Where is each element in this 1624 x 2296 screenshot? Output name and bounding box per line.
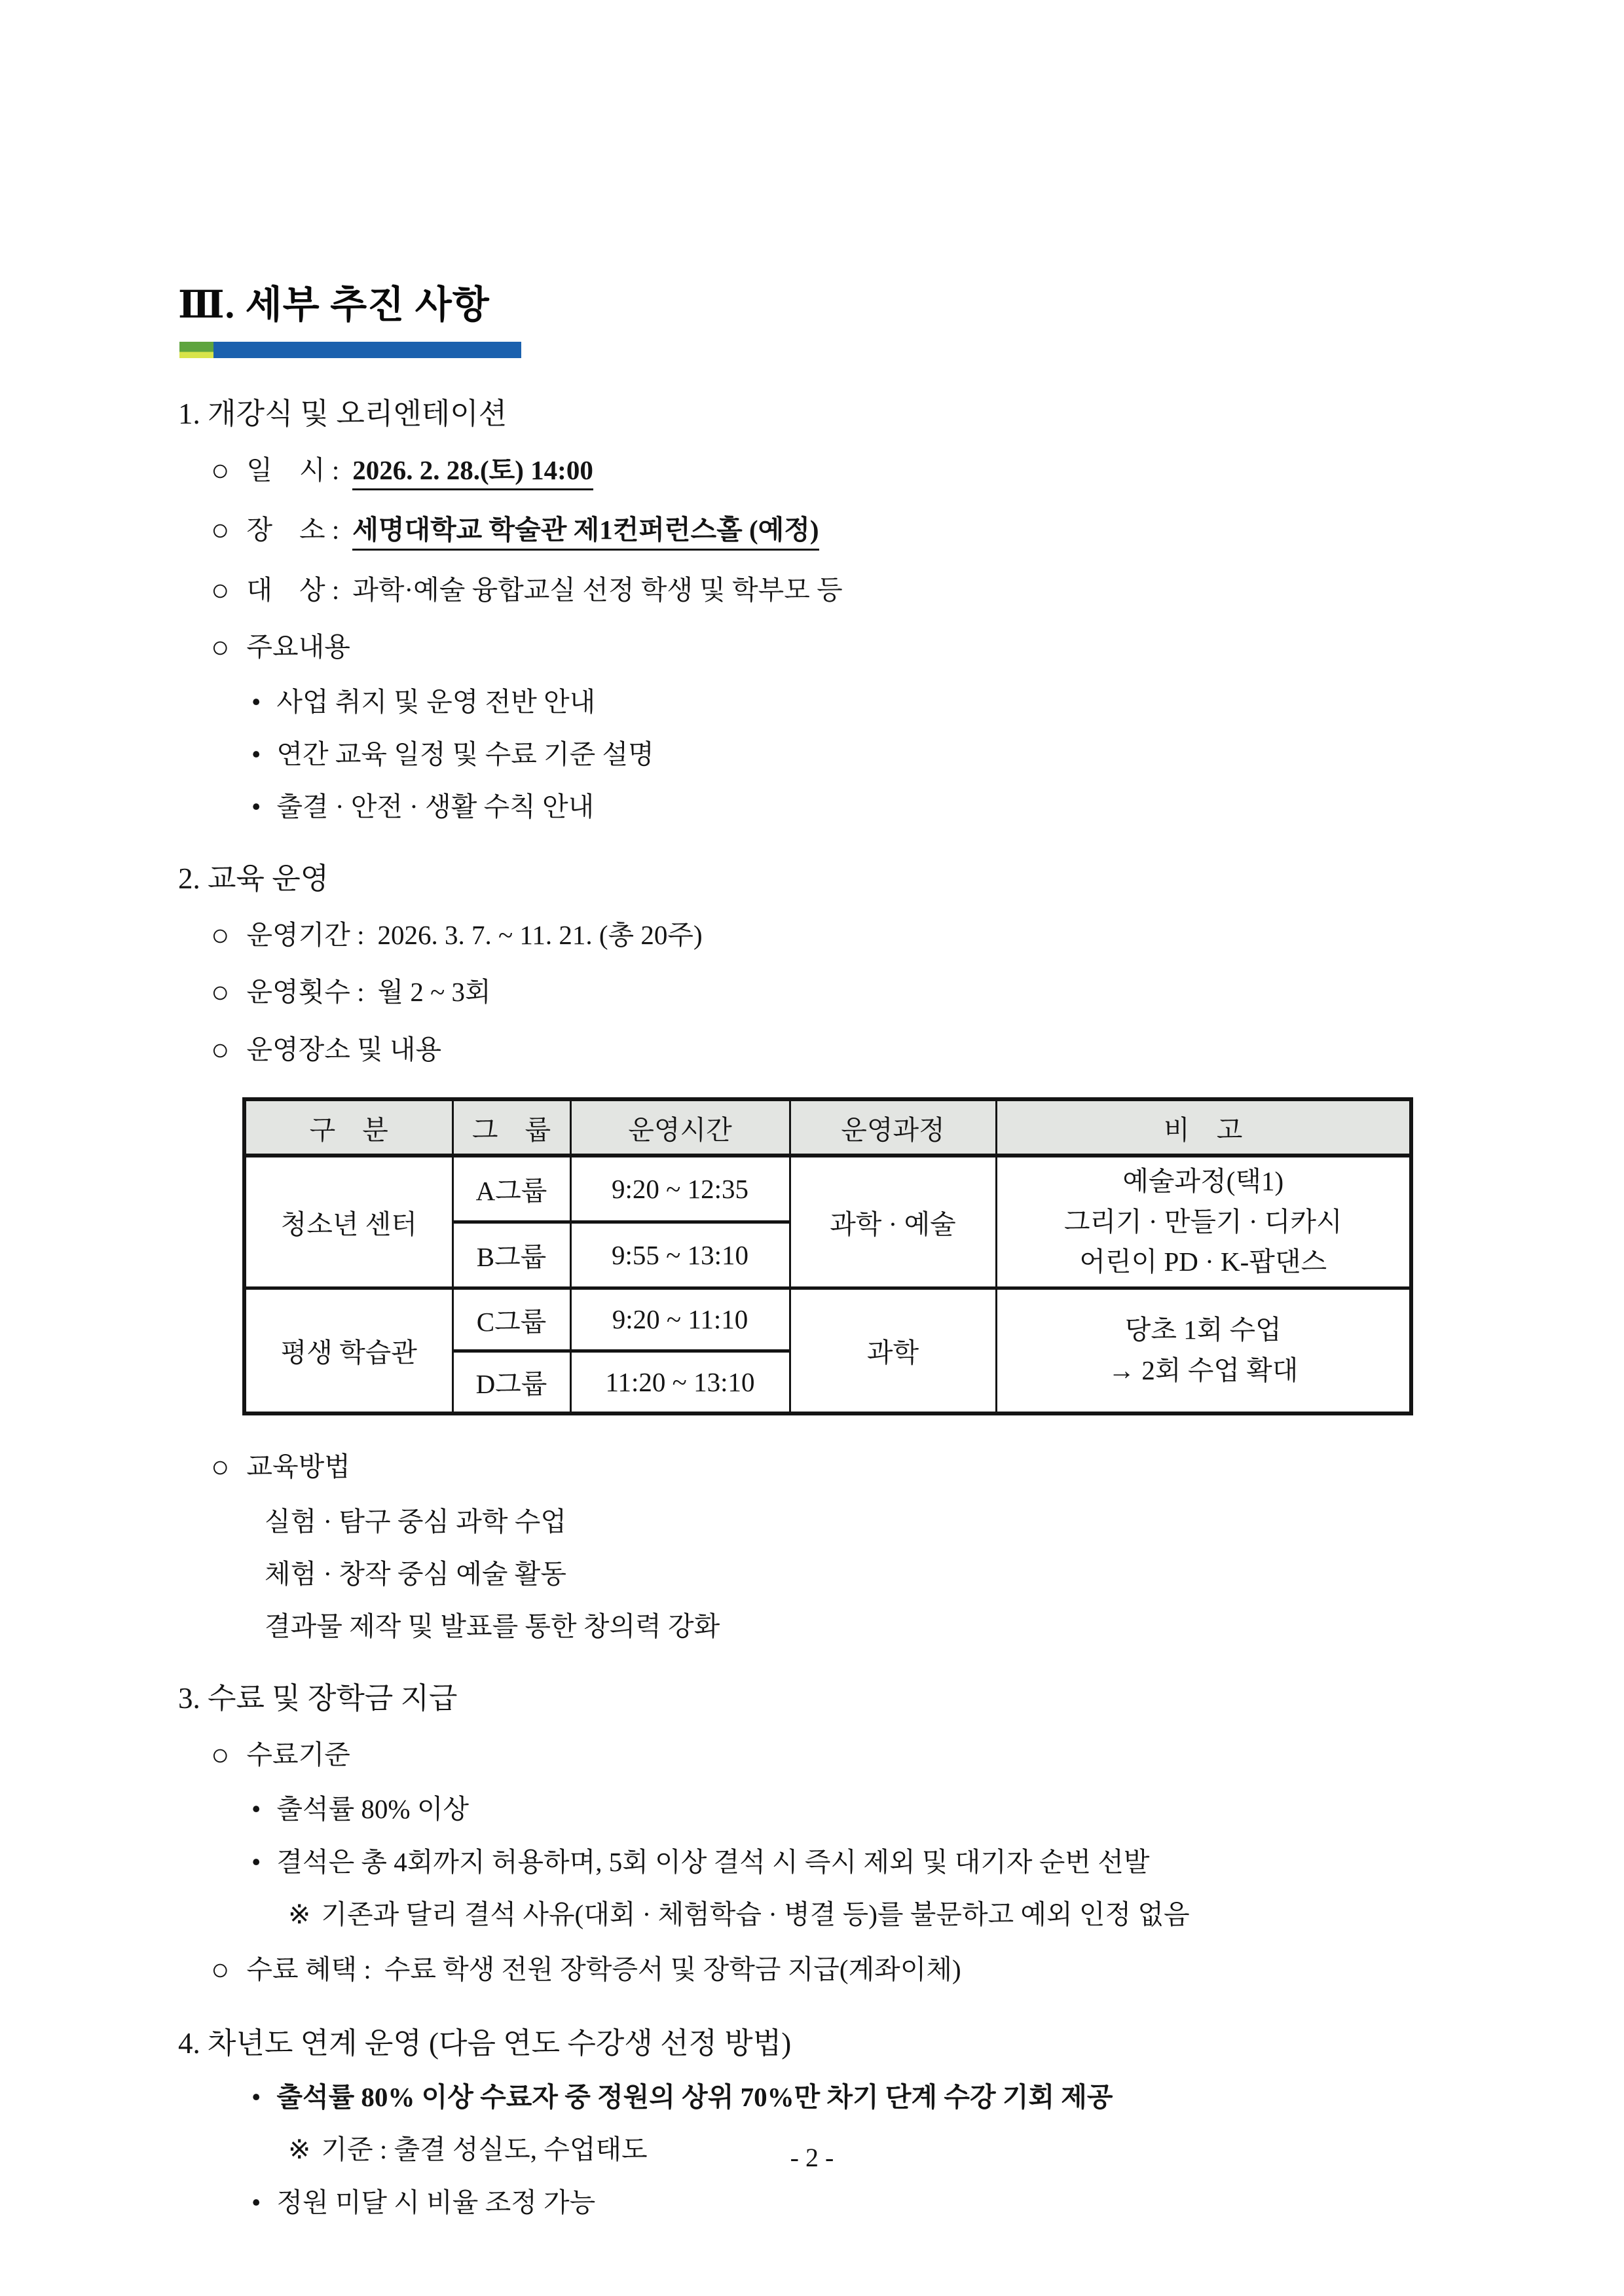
header-cell-time: 운영시간 <box>570 1099 790 1156</box>
bullet-text: 사업 취지 및 운영 전반 안내 <box>276 686 596 717</box>
method-text: 체험 · 창작 중심 예술 활동 <box>265 1558 566 1589</box>
note-line: 당초 1회 수업 <box>1124 1315 1282 1345</box>
table-row <box>244 1156 1411 1222</box>
list-item <box>178 2187 1467 2218</box>
cell-group-d: D그룹 <box>452 1351 570 1413</box>
dot-bullet-icon: • <box>251 792 261 822</box>
title-underline-bar <box>179 342 521 358</box>
dot-bullet-icon: • <box>251 2187 261 2217</box>
header-cell-note: 비 고 <box>996 1099 1411 1156</box>
circle-bullet-icon: ○ <box>211 1953 230 1988</box>
header-cell-group: 그 룹 <box>452 1099 570 1156</box>
datetime-label: 일 시 : <box>246 455 340 485</box>
criteria-label: 수료기준 <box>246 1739 350 1770</box>
benefit-label: 수료 혜택 : <box>246 1954 371 1985</box>
bullet-text: 출결 · 안전 · 생활 수칙 안내 <box>276 792 595 822</box>
bullet-text: 출석률 80% 이상 <box>276 1794 470 1825</box>
target-label: 대 상 : <box>246 574 340 605</box>
place-value: 세명대학교 학술관 제1컨퍼런스홀 (예정) <box>352 514 819 550</box>
circle-bullet-icon: ○ <box>211 573 230 608</box>
cell-course-cd: 과학 <box>790 1288 996 1413</box>
bullet-text: 출석률 80% 이상 수료자 중 정원의 상위 70%만 차기 단계 수강 기회 제공 <box>276 2081 1113 2112</box>
note-line: 어린이 PD · K-팝댄스 <box>1079 1247 1327 1277</box>
cell-time-b: 9:55 ~ 13:10 <box>570 1222 790 1288</box>
method-line <box>178 1506 1467 1537</box>
dot-bullet-icon: • <box>251 1846 261 1877</box>
place-field <box>178 511 1467 550</box>
circle-bullet-icon: ○ <box>211 630 230 665</box>
header-cell-category: 구 분 <box>244 1099 452 1156</box>
section-3-heading: 3. 수료 및 장학금 지급 <box>178 1681 458 1715</box>
list-item <box>178 1793 1467 1825</box>
cell-note-ab <box>996 1156 1411 1288</box>
list-item <box>178 791 1467 822</box>
contents-label: 주요내용 <box>246 632 350 663</box>
cell-note-cd <box>996 1288 1411 1413</box>
note-line: → 2회 수업 확대 <box>1108 1355 1299 1385</box>
list-item <box>178 2081 1467 2113</box>
table-row <box>244 1288 1411 1351</box>
cell-time-a: 9:20 ~ 12:35 <box>570 1156 790 1222</box>
reference-note <box>178 1899 1467 1930</box>
method-field <box>178 1448 1467 1484</box>
reference-mark-icon: ※ <box>288 2134 311 2165</box>
circle-bullet-icon: ○ <box>211 1738 230 1772</box>
criteria-field <box>178 1736 1467 1772</box>
datetime-value: 2026. 2. 28.(토) 14:00 <box>352 454 593 490</box>
benefit-field <box>178 1951 1467 1987</box>
dot-bullet-icon: • <box>251 739 261 770</box>
list-item <box>178 686 1467 718</box>
cell-group-a: A그룹 <box>452 1156 570 1222</box>
dot-bullet-icon: • <box>251 686 261 717</box>
section-education-operation <box>178 854 1467 1643</box>
method-text: 결과물 제작 및 발표를 통한 창의력 강화 <box>265 1611 720 1642</box>
list-item <box>178 738 1467 770</box>
bar-blue-segment <box>213 342 521 358</box>
header-cell-course: 운영과정 <box>790 1099 996 1156</box>
note-line: 예술과정(택1) <box>1122 1166 1284 1197</box>
period-label: 운영기간 : <box>246 919 365 950</box>
section-4-heading: 4. 차년도 연계 운영 (다음 연도 수강생 선정 방법) <box>178 2026 792 2060</box>
bullet-text: 결석은 총 4회까지 허용하며, 5회 이상 결석 시 즉시 제외 및 대기자 순번 선발 <box>276 1846 1150 1877</box>
section-opening-ceremony <box>178 390 1467 823</box>
method-text: 실험 · 탐구 중심 과학 수업 <box>265 1506 566 1537</box>
benefit-value: 수료 학생 전원 장학증서 및 장학금 지급(계좌이체) <box>384 1954 961 1985</box>
target-value: 과학·예술 융합교실 선정 학생 및 학부모 등 <box>352 574 843 605</box>
circle-bullet-icon: ○ <box>211 918 230 953</box>
datetime-field <box>178 452 1467 490</box>
section-next-year-linkage <box>178 2019 1467 2218</box>
circle-bullet-icon: ○ <box>211 513 230 548</box>
method-line <box>178 1558 1467 1590</box>
period-field <box>178 917 1467 953</box>
dot-bullet-icon: • <box>251 2081 261 2112</box>
place-label: 장 소 : <box>246 515 340 545</box>
circle-bullet-icon: ○ <box>211 1032 230 1067</box>
contents-field <box>178 629 1467 665</box>
count-field <box>178 974 1467 1010</box>
reference-mark-icon: ※ <box>288 1899 311 1929</box>
cell-time-d: 11:20 ~ 13:10 <box>570 1351 790 1413</box>
count-label: 운영횟수 : <box>246 977 365 1008</box>
cell-group-b: B그룹 <box>452 1222 570 1288</box>
circle-bullet-icon: ○ <box>211 454 230 488</box>
note-text: 기존과 달리 결석 사유(대회 · 체험학습 · 병결 등)를 불문하고 예외 인정 없음 <box>321 1899 1190 1929</box>
venue-label: 운영장소 및 내용 <box>246 1034 442 1065</box>
circle-bullet-icon: ○ <box>211 1450 230 1485</box>
section-1-heading: 1. 개강식 및 오리엔테이션 <box>178 397 507 430</box>
cell-youth-center: 청소년 센터 <box>244 1156 452 1288</box>
bullet-text: 정원 미달 시 비율 조정 가능 <box>276 2187 596 2217</box>
circle-bullet-icon: ○ <box>211 975 230 1010</box>
venue-field <box>178 1031 1467 1067</box>
cell-time-c: 9:20 ~ 11:10 <box>570 1288 790 1351</box>
note-line: 그리기 · 만들기 · 디카시 <box>1063 1206 1342 1237</box>
schedule-table <box>242 1097 1413 1415</box>
note-text: 기준 : 출결 성실도, 수업태도 <box>321 2134 648 2165</box>
target-field <box>178 572 1467 608</box>
cell-course-ab: 과학 · 예술 <box>790 1156 996 1288</box>
section-2-heading: 2. 교육 운영 <box>178 862 329 895</box>
section-completion-scholarship <box>178 1674 1467 1988</box>
page-title: Ⅲ. 세부 추진 사항 <box>178 283 490 326</box>
table-header-row <box>244 1099 1411 1156</box>
dot-bullet-icon: • <box>251 1794 261 1825</box>
method-line <box>178 1611 1467 1642</box>
bullet-text: 연간 교육 일정 및 수료 기준 설명 <box>276 739 654 770</box>
cell-lifelong-center: 평생 학습관 <box>244 1288 452 1413</box>
method-label: 교육방법 <box>246 1451 350 1482</box>
bar-green-segment <box>179 342 213 358</box>
cell-group-c: C그룹 <box>452 1288 570 1351</box>
period-value: 2026. 3. 7. ~ 11. 21. (총 20주) <box>377 919 703 950</box>
list-item <box>178 1846 1467 1878</box>
page-number: - 2 - <box>790 2143 834 2172</box>
count-value: 월 2 ~ 3회 <box>377 977 491 1008</box>
